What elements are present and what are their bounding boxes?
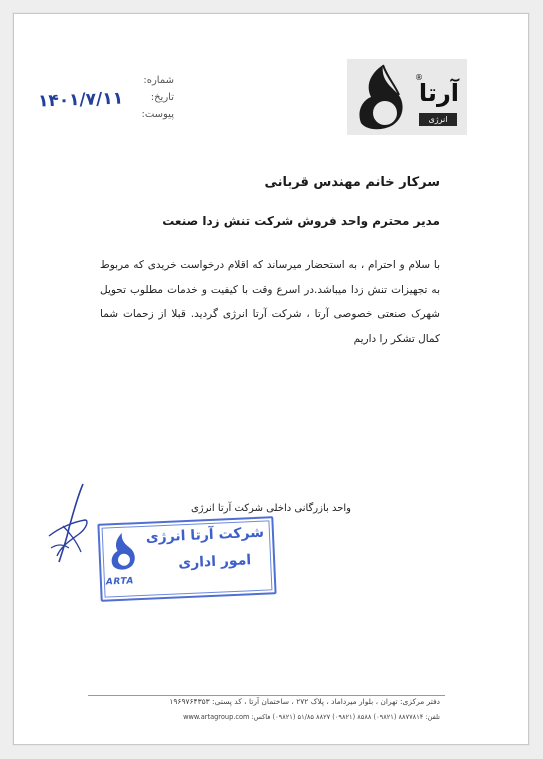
logo-mark-icon — [353, 63, 413, 131]
recipient-name: سرکار خانم مهندس قربانی — [264, 175, 440, 190]
logo-wordmark: آرتا — [418, 79, 459, 107]
footer-address: دفتر مرکزی: تهران ، بلوار میرداماد ، پلاک ۲۷۲ ، ساختمان آرتا ، کد پستی: ۱۹۶۹۷۶۴۳۵۳ — [169, 697, 440, 706]
stamp-logo-icon — [106, 530, 140, 571]
recipient-position: مدیر محترم واحد فروش شرکت تنش زدا صنعت — [162, 214, 440, 228]
stamp-department: امور اداری — [177, 552, 252, 572]
number-label: شماره: — [143, 75, 174, 86]
letter-body — [100, 253, 440, 351]
handwritten-signature-icon — [39, 476, 99, 576]
letter-page — [13, 13, 529, 745]
company-logo — [347, 59, 467, 135]
signature-title: واحد بازرگانی داخلی شرکت آرتا انرژی — [190, 503, 351, 514]
footer-divider — [88, 695, 445, 696]
attachment-label: پیوست: — [141, 109, 174, 120]
date-label: تاریخ: — [150, 92, 174, 103]
stamp-company-name: شرکت آرتا انرژی — [145, 524, 265, 546]
footer-contact: تلفن: ۸۸۷۷۸۱۴ (۰۹۸۲۱) ۸۵۸۸ (۰۹۸۲۱) ۸۸۲۷ ۵۱/۸۵ (۰۹۸۲۱) فاکس: www.artagroup.com — [183, 713, 440, 721]
handwritten-date: ۱۴۰۱/۷/۱۱ — [37, 88, 124, 112]
body-paragraph: با سلام و احترام ، به استحضار میرساند که اقلام درخواست خریدی که مربوط به تجهیزات تنش زدا میباشد.در اسرع وقت با کیفیت و خدمات مطلوب تحویل شهرک صنعتی خصوصی آرتا ، شرکت آرتا انرژی گردید. قبلا از زحمات شما کمال تشکر را داریم — [100, 259, 440, 345]
registered-mark: ® — [415, 73, 423, 82]
logo-subtitle: انرژی — [419, 113, 457, 126]
stamp-brand: ARTA — [105, 576, 135, 588]
company-stamp — [97, 516, 276, 602]
